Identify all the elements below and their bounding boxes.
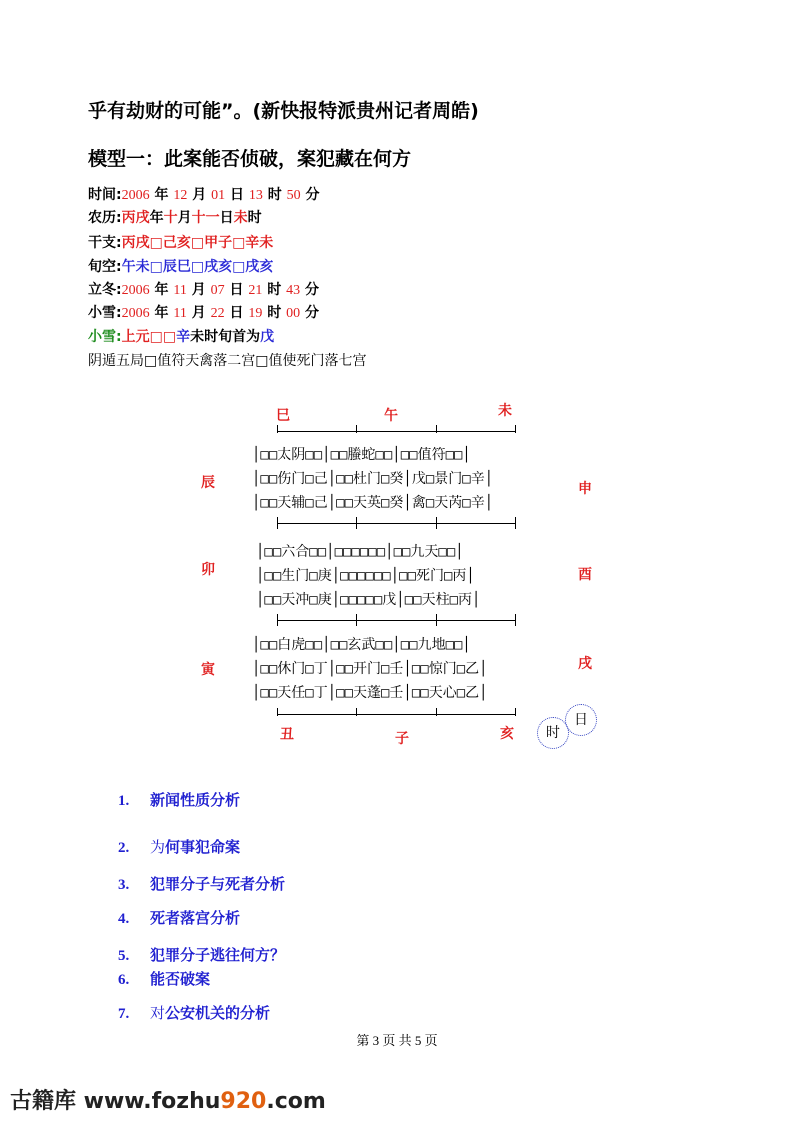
grid-tick [436,425,437,433]
grid-row-2: │□□伤门□己│□□杜门□癸│戊□景门□辛│ [252,471,494,487]
list-item: 5. 犯罪分子逃往何方？ [118,946,286,964]
grid-row-5: │□□生门□庚│□□□□□□│□□死门□丙│ [256,568,475,584]
list-item: 3. 犯罪分子与死者分析 [118,875,286,893]
grid-tick [436,517,437,529]
grid-row-9: │□□天任□丁│□□天蓬□壬│□□天心□乙│ [252,685,488,701]
dir-you: 酉 [578,567,592,583]
list-item: 4. 死者落宫分析 [118,909,241,927]
dir-yin: 寅 [201,662,215,678]
day-marker: 日 [565,704,597,736]
grid-tick [356,614,357,626]
info-xiaoxue-yuan: 小雪:上元□□辛未时旬首为戊 [88,329,275,345]
grid-tick [356,708,357,716]
list-item: 6. 能否破案 [118,970,211,988]
dir-mao: 卯 [201,562,215,578]
dir-hai: 亥 [500,726,514,742]
dir-zi: 子 [395,731,409,747]
grid-tick [515,517,516,529]
grid-divider-1 [277,523,515,524]
grid-tick [277,425,278,433]
grid-divider-2 [277,620,515,621]
dir-wei: 未 [498,403,512,419]
info-time: 时间:2006 年 12 月 01 日 13 时 50 分 [88,187,320,203]
grid-bottom-line [277,714,515,715]
grid-row-7: │□□白虎□□│□□玄武□□│□□九地□□│ [252,637,471,653]
dir-chen: 辰 [201,475,215,491]
grid-tick [277,517,278,529]
grid-tick [515,425,516,433]
info-ju-line: 阴遁五局□值符天禽落二宫□值使死门落七宫 [88,353,367,369]
grid-tick [277,708,278,716]
dir-shen: 申 [578,481,592,497]
grid-tick [436,708,437,716]
dir-wu: 午 [384,408,398,424]
grid-top-line [277,431,515,432]
grid-row-1: │□□太阴□□│□□螣蛇□□│□□值符□□│ [252,447,471,463]
list-item: 2. 为何事犯命案 [118,838,241,856]
list-item: 7. 对公安机关的分析 [118,1004,271,1022]
grid-tick [356,425,357,433]
list-item: 1. 新闻性质分析 [118,791,241,809]
watermark: 古籍库 www.fozhu920.com [10,1089,326,1114]
grid-row-6: │□□天冲□庚│□□□□□戊│□□天柱□丙│ [256,592,481,608]
hour-marker: 时 [537,717,569,749]
dir-xu: 戌 [578,656,592,672]
grid-tick [436,614,437,626]
dir-si: 巳 [276,408,290,424]
grid-tick [356,517,357,529]
grid-tick [515,708,516,716]
info-xunkong: 旬空:午未□辰巳□戌亥□戌亥 [88,259,274,275]
section-heading: 模型一：此案能否侦破，案犯藏在何方 [88,148,412,170]
dir-chou: 丑 [280,727,294,743]
page-footer: 第 3 页 共 5 页 [356,1033,438,1048]
grid-row-4: │□□六合□□│□□□□□□│□□九天□□│ [256,544,464,560]
info-ganzhi: 干支:丙戌□己亥□甲子□辛未 [88,235,274,251]
intro-line: 乎有劫财的可能”。(新快报特派贵州记者周皓) [88,100,479,122]
info-xiaoxue: 小雪:2006 年 11 月 22 日 19 时 00 分 [88,305,319,321]
grid-tick [277,614,278,626]
grid-row-3: │□□天辅□己│□□天英□癸│禽□天芮□辛│ [252,495,494,511]
info-lidong: 立冬:2006 年 11 月 07 日 21 时 43 分 [88,282,319,298]
info-lunar: 农历:丙戌年十月十一日未时 [88,210,262,226]
grid-row-8: │□□休门□丁│□□开门□壬│□□惊门□乙│ [252,661,488,677]
grid-tick [515,614,516,626]
